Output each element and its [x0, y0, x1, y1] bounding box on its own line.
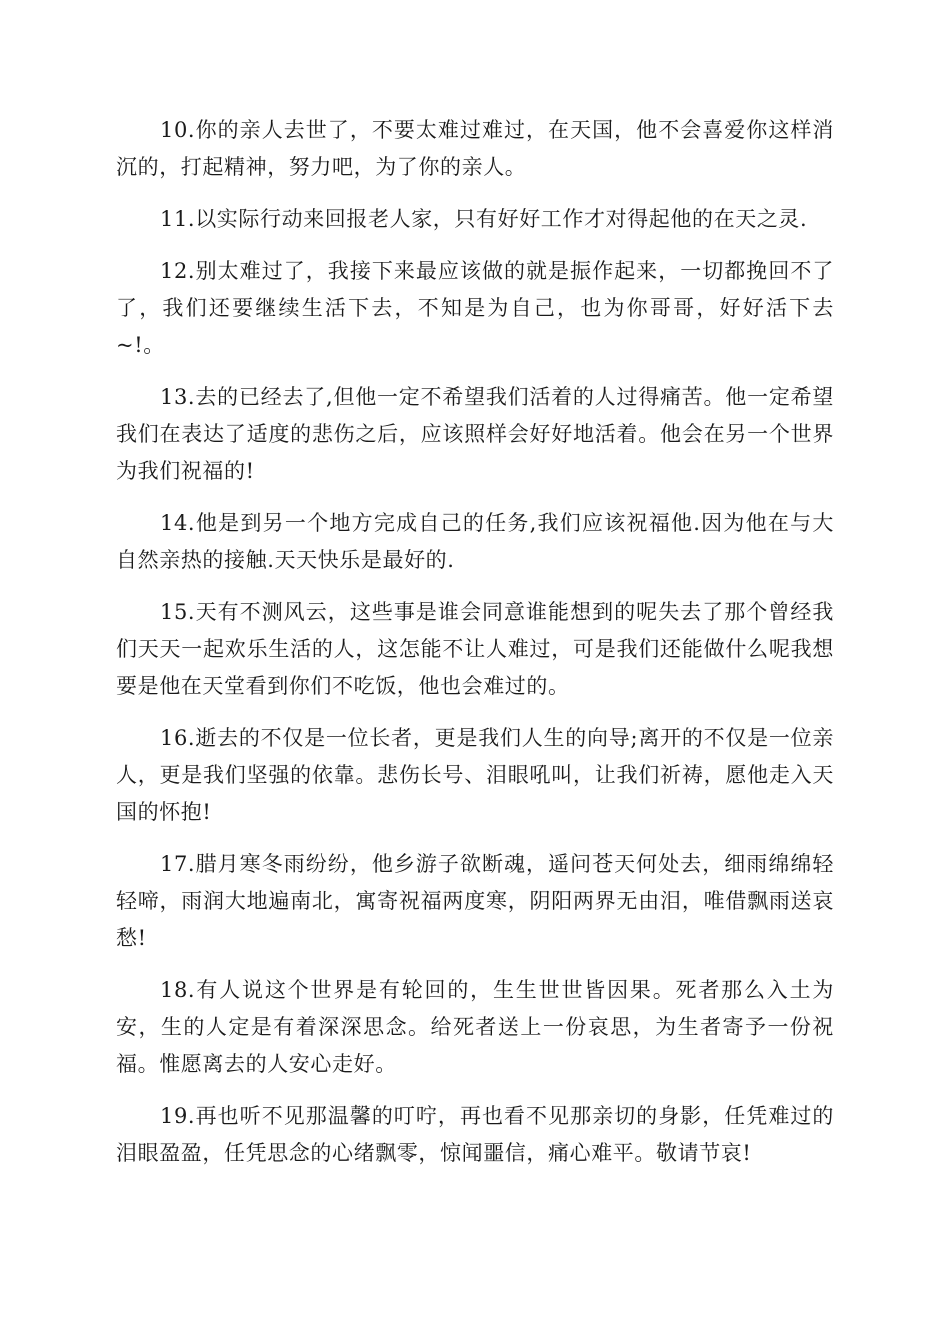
- paragraph-15: 15.天有不测风云，这些事是谁会同意谁能想到的呢失去了那个曾经我们天天一起欢乐生活的人，这怎能不让人难过，可是我们还能做什么呢我想要是他在天堂看到你们不吃饭，他也会难过的。: [116, 600, 834, 698]
- document-body: [116, 112, 834, 1187]
- paragraph-18: 18.有人说这个世界是有轮回的，生生世世皆因果。死者那么入土为安，生的人定是有着深深思念。给死者送上一份哀思，为生者寄予一份祝福。惟愿离去的人安心走好。: [116, 978, 834, 1076]
- paragraph-13: 13.去的已经去了,但他一定不希望我们活着的人过得痛苦。他一定希望我们在表达了适度的悲伤之后，应该照样会好好地活着。他会在另一个世界为我们祝福的!: [116, 385, 834, 483]
- paragraph-16: 16.逝去的不仅是一位长者，更是我们人生的向导;离开的不仅是一位亲人，更是我们坚强的依靠。悲伤长号、泪眼吼叫，让我们祈祷，愿他走入天国的怀抱!: [116, 726, 834, 824]
- paragraph-12: 12.别太难过了，我接下来最应该做的就是振作起来，一切都挽回不了了，我们还要继续生活下去，不知是为自己，也为你哥哥，好好活下去~!。: [116, 259, 834, 357]
- paragraph-17: 17.腊月寒冬雨纷纷，他乡游子欲断魂，遥问苍天何处去，细雨绵绵轻轻啼，雨润大地遍南北，寓寄祝福两度寒，阴阳两界无由泪，唯借飘雨送哀愁!: [116, 852, 834, 950]
- paragraph-14: 14.他是到另一个地方完成自己的任务,我们应该祝福他.因为他在与大自然亲热的接触.天天快乐是最好的.: [116, 511, 834, 572]
- paragraph-19: 19.再也听不见那温馨的叮咛，再也看不见那亲切的身影，任凭难过的泪眼盈盈，任凭思念的心绪飘零，惊闻噩信，痛心难平。敬请节哀!: [116, 1104, 834, 1165]
- paragraph-11: 11.以实际行动来回报老人家，只有好好工作才对得起他的在天之灵.: [160, 207, 808, 231]
- paragraph-10: 10.你的亲人去世了，不要太难过难过，在天国，他不会喜爱你这样消沉的，打起精神，努力吧，为了你的亲人。: [116, 118, 834, 179]
